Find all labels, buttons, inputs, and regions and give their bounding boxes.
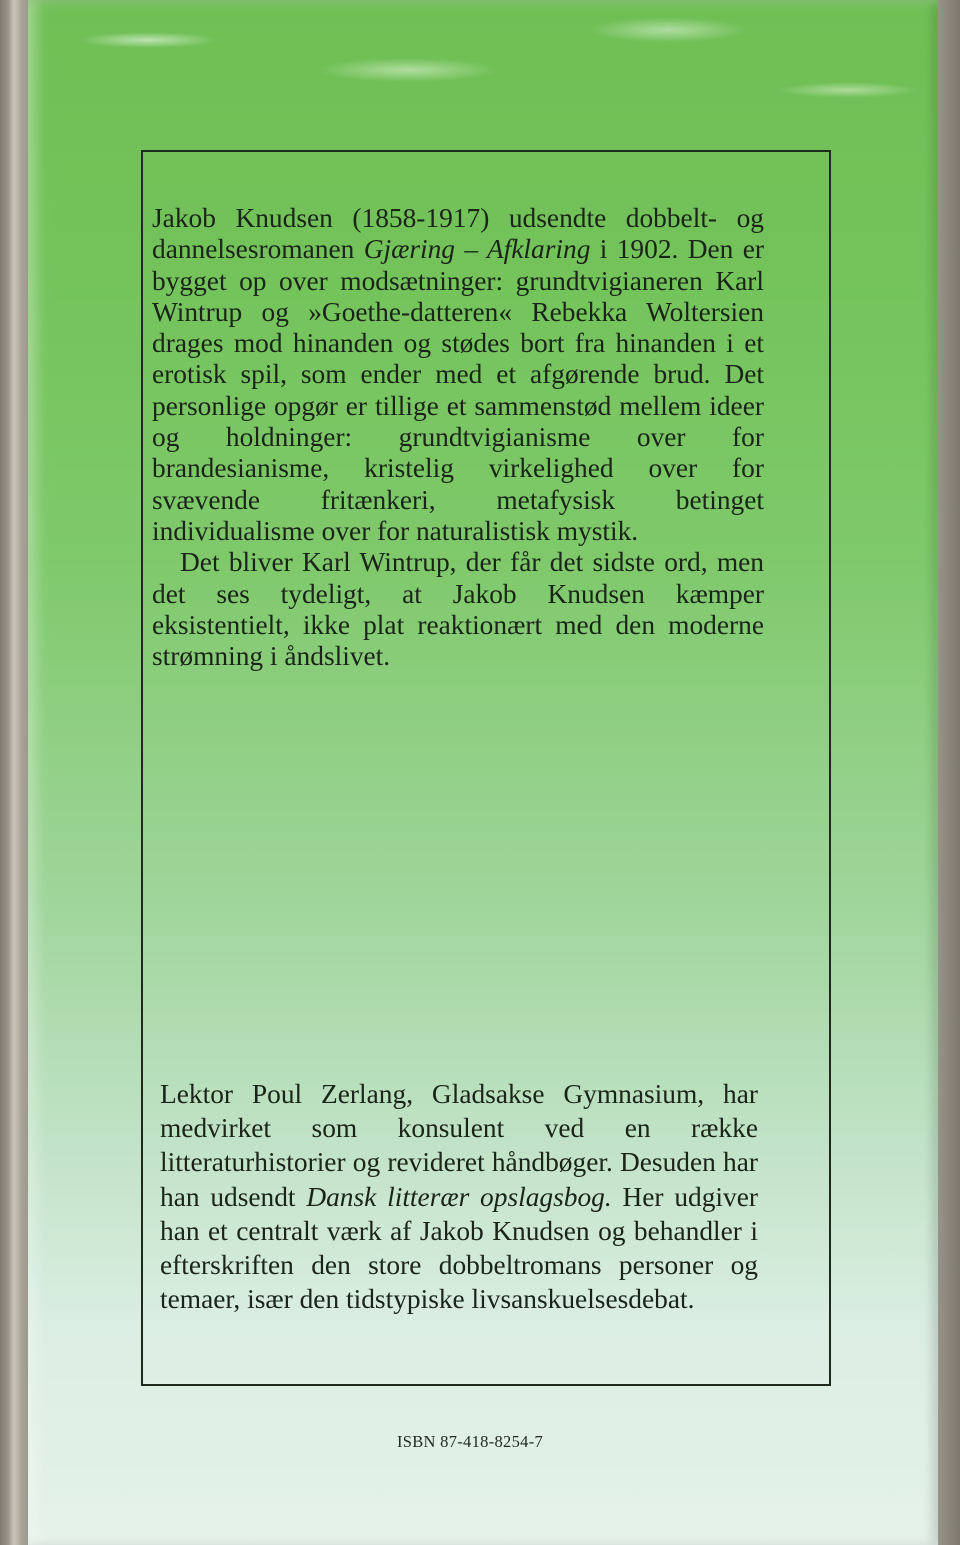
blurb-paragraph-1 [152, 203, 764, 547]
book-blurb [152, 203, 764, 672]
bio-text-cont: Her udgiver han et centralt værk af Jakob Knudsen og behandler i efterskriften den store dobbeltromans personer og temaer, især den tidstypiske livsanskuelsesdebat. [160, 1181, 759, 1315]
cover-wear [28, 0, 938, 130]
novel-title: Gjæring – Afklaring [363, 234, 591, 265]
editor-bio [160, 1077, 758, 1316]
blurb-text-cont: i 1902. Den er bygget op over modsætninger: grundtvigianeren Karl Wintrup og »Goethe-datteren« Rebekka Woltersien drages mod hinanden og stødes bort fra hinanden i et erotisk spil, som ender med et afgørende brud. Det personlige opgør er tillige et sammenstød mellem ideer og holdninger: grundtvigianisme over for brandesianisme, kristelig virkelighed over for svævende fritænkeri, metafysisk betinget individualisme over for naturalistisk mystik. [152, 234, 765, 546]
reference-title: Dansk litterær opslagsbog. [306, 1181, 612, 1212]
blurb-paragraph-2: Det bliver Karl Wintrup, der får det sidste ord, men det ses tydeligt, at Jakob Knudsen kæmper eksistentielt, ikke plat reaktionært med den moderne strømning i åndslivet. [152, 547, 764, 672]
isbn-label: ISBN 87-418-8254-7 [396, 1432, 544, 1451]
bio-text: Lektor Poul Zerlang, Gladsakse Gymnasium, har medvirket som konsulent ved en række litteraturhistorier og revideret håndbøger. Desuden har han udsendt [160, 1079, 758, 1212]
blurb-text: Jakob Knudsen (1858-1917) udsendte dobbelt- og dannelsesromanen [152, 203, 764, 265]
